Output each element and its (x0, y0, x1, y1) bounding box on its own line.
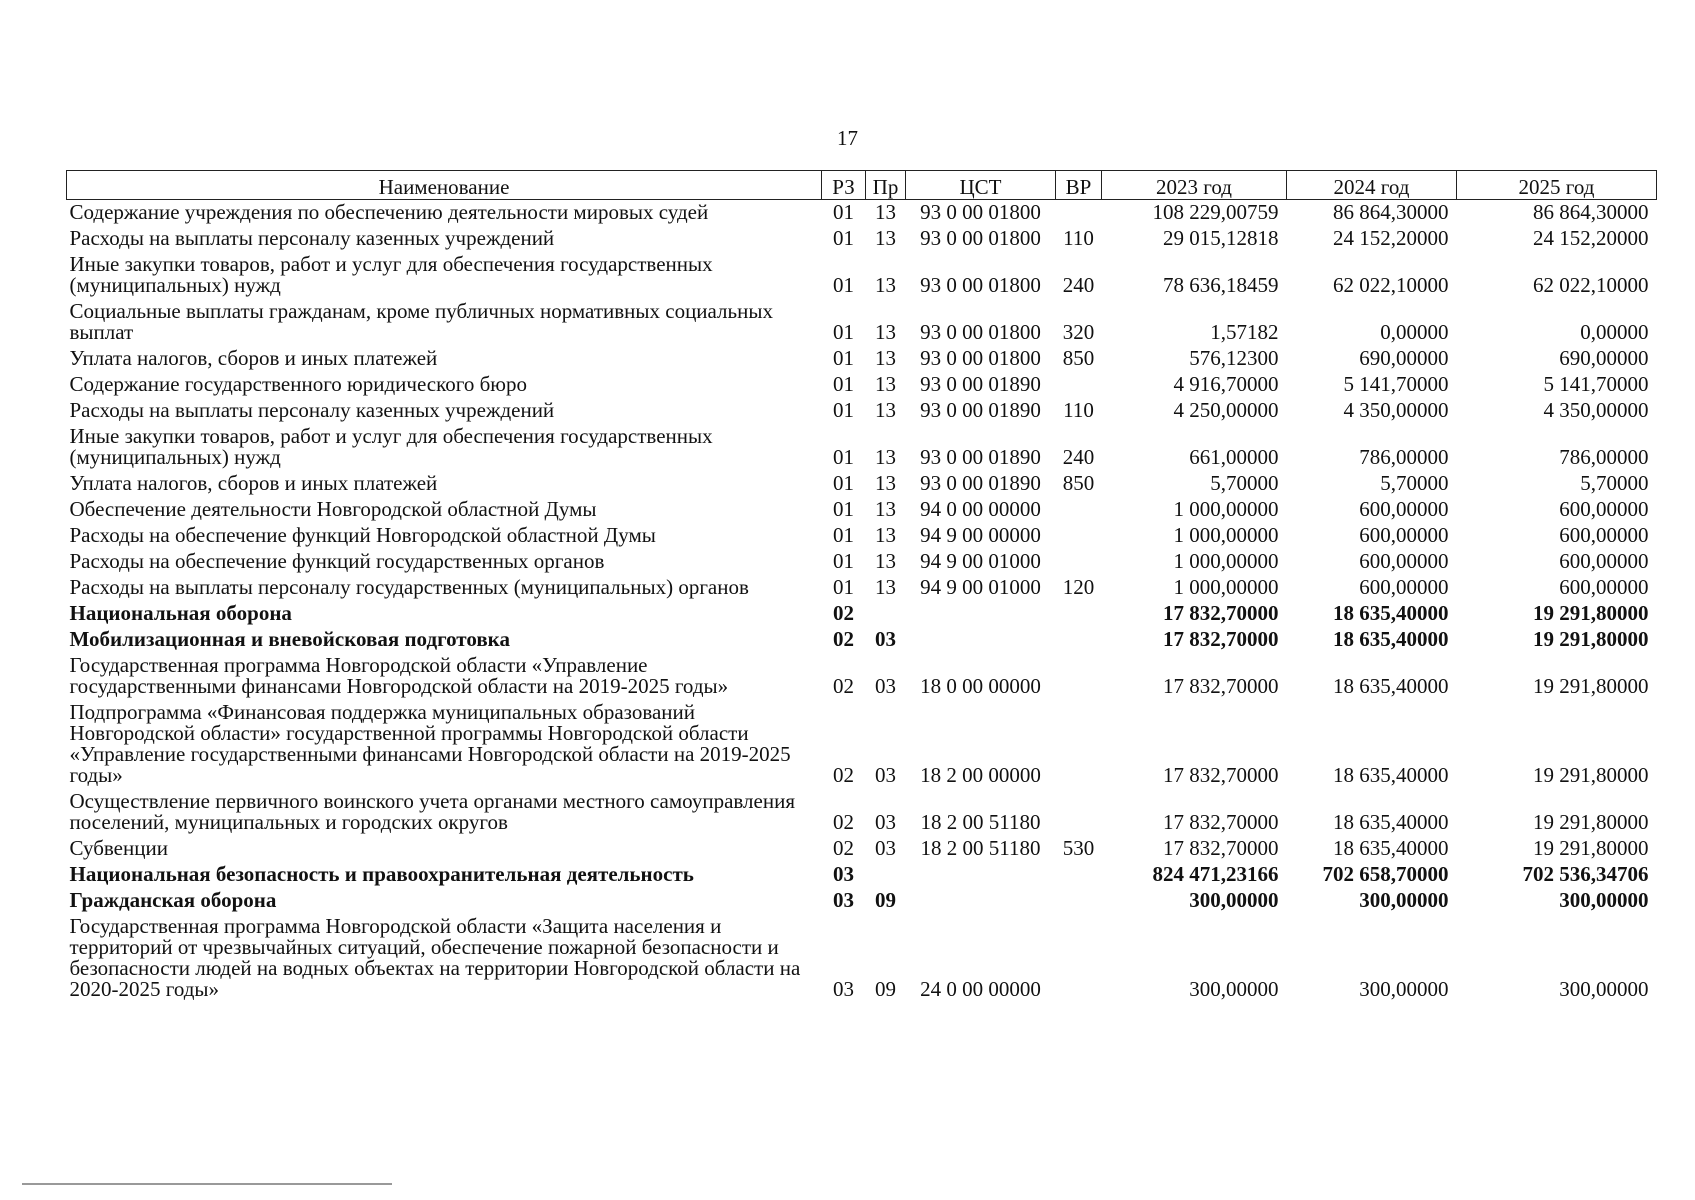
table-row (67, 836, 1657, 862)
table-row (67, 653, 1657, 700)
row-cst: 24 0 00 00000 (920, 977, 1041, 1001)
row-rz: 03 (833, 977, 854, 1001)
row-pr: 13 (875, 575, 896, 599)
table-row (67, 252, 1657, 299)
row-name: Субвенции (69, 836, 168, 860)
row-pr: 13 (875, 320, 896, 344)
row-vr (1056, 497, 1102, 523)
row-value-2025: 600,00000 (1559, 549, 1649, 573)
table-row (67, 523, 1657, 549)
row-value-2024: 18 635,40000 (1333, 763, 1449, 787)
row-name: Государственная программа Новгородской области «Защита населения и территорий от чрезвычайных ситуаций, обеспечение пожарной безопасности и безопасности людей на водных объектах на территории Новгородской области на 2020-2025 годы» (69, 914, 801, 1001)
row-name: Расходы на обеспечение функций государственных органов (69, 549, 605, 573)
row-value-2024: 18 635,40000 (1333, 601, 1449, 625)
row-value-2023: 17 832,70000 (1163, 627, 1279, 651)
table-row (67, 888, 1657, 914)
row-cst (906, 888, 1056, 914)
row-rz: 01 (833, 273, 854, 297)
row-value-2024: 18 635,40000 (1333, 836, 1449, 860)
row-value-2025: 600,00000 (1559, 575, 1649, 599)
row-value-2024: 300,00000 (1359, 977, 1449, 1001)
row-value-2025: 300,00000 (1559, 977, 1649, 1001)
row-value-2024: 600,00000 (1359, 575, 1449, 599)
row-value-2025: 62 022,10000 (1533, 273, 1649, 297)
header-pr: Пр (866, 171, 906, 200)
table-row (67, 575, 1657, 601)
row-cst: 18 2 00 51180 (920, 810, 1041, 834)
row-cst: 94 9 00 00000 (920, 523, 1041, 547)
row-name: Обеспечение деятельности Новгородской областной Думы (69, 497, 597, 521)
row-value-2025: 600,00000 (1559, 523, 1649, 547)
scan-artifact-line (22, 1183, 392, 1185)
row-cst: 18 2 00 51180 (920, 836, 1041, 860)
row-rz: 01 (833, 320, 854, 344)
row-rz: 03 (833, 888, 854, 912)
table-row (67, 200, 1657, 227)
table-row (67, 497, 1657, 523)
row-name: Расходы на выплаты персоналу казенных учреждений (69, 398, 555, 422)
row-value-2025: 600,00000 (1559, 497, 1649, 521)
row-value-2025: 690,00000 (1559, 346, 1649, 370)
row-value-2024: 62 022,10000 (1333, 273, 1449, 297)
table-row (67, 862, 1657, 888)
row-rz: 02 (833, 810, 854, 834)
row-pr: 13 (875, 372, 896, 396)
row-name: Осуществление первичного воинского учета органами местного самоуправления поселений, муниципальных и городских округов (69, 789, 795, 834)
row-vr (1056, 700, 1102, 789)
row-rz: 01 (833, 497, 854, 521)
row-value-2025: 86 864,30000 (1533, 200, 1649, 224)
table-row (67, 471, 1657, 497)
row-pr: 13 (875, 273, 896, 297)
row-pr: 13 (875, 471, 896, 495)
row-value-2024: 600,00000 (1359, 497, 1449, 521)
row-rz: 01 (833, 523, 854, 547)
row-rz: 01 (833, 200, 854, 224)
row-rz: 01 (833, 226, 854, 250)
row-value-2025: 5,70000 (1580, 471, 1649, 495)
row-pr: 03 (875, 810, 896, 834)
row-value-2023: 300,00000 (1189, 888, 1279, 912)
row-name: Уплата налогов, сборов и иных платежей (69, 471, 438, 495)
row-value-2023: 576,12300 (1189, 346, 1279, 370)
row-value-2023: 1 000,00000 (1173, 549, 1279, 573)
row-name: Расходы на выплаты персоналу казенных учреждений (69, 226, 555, 250)
row-vr (1056, 888, 1102, 914)
row-value-2023: 4 916,70000 (1173, 372, 1279, 396)
row-cst: 93 0 00 01800 (920, 273, 1041, 297)
table-row (67, 299, 1657, 346)
row-value-2024: 600,00000 (1359, 523, 1449, 547)
row-cst: 93 0 00 01800 (920, 320, 1041, 344)
budget-table (66, 170, 1657, 1003)
row-value-2024: 300,00000 (1359, 888, 1449, 912)
row-rz: 01 (833, 398, 854, 422)
row-vr (1056, 523, 1102, 549)
row-vr (1056, 914, 1102, 1003)
row-cst: 93 0 00 01890 (920, 445, 1041, 469)
row-name: Национальная безопасность и правоохранительная деятельность (69, 862, 694, 886)
row-vr (1056, 627, 1102, 653)
row-value-2023: 1 000,00000 (1173, 575, 1279, 599)
row-name: Подпрограмма «Финансовая поддержка муниципальных образований Новгородской области» государственной программы Новгородской области «Управление государственными финансами Новгородской области на 2019-2025 годы» (69, 700, 791, 787)
row-value-2023: 17 832,70000 (1163, 601, 1279, 625)
row-cst: 93 0 00 01800 (920, 200, 1041, 224)
row-value-2023: 17 832,70000 (1163, 674, 1279, 698)
row-value-2023: 1 000,00000 (1173, 497, 1279, 521)
row-name: Мобилизационная и вневойсковая подготовка (69, 627, 510, 651)
row-value-2025: 19 291,80000 (1533, 810, 1649, 834)
table-header-row (67, 171, 1657, 200)
row-name: Гражданская оборона (69, 888, 277, 912)
row-value-2025: 24 152,20000 (1533, 226, 1649, 250)
row-value-2023: 1,57182 (1210, 320, 1279, 344)
row-value-2025: 19 291,80000 (1533, 627, 1649, 651)
row-vr (1056, 862, 1102, 888)
row-rz: 01 (833, 445, 854, 469)
row-cst: 18 2 00 00000 (920, 763, 1041, 787)
row-pr: 03 (875, 836, 896, 860)
row-cst: 93 0 00 01890 (920, 372, 1041, 396)
header-name: Наименование (67, 171, 822, 200)
row-vr: 120 (1062, 575, 1095, 599)
table-row (67, 372, 1657, 398)
row-cst: 93 0 00 01800 (920, 226, 1041, 250)
row-vr: 320 (1062, 320, 1095, 344)
row-cst (906, 627, 1056, 653)
header-vr: ВР (1056, 171, 1102, 200)
row-cst: 93 0 00 01890 (920, 471, 1041, 495)
row-pr: 13 (875, 346, 896, 370)
row-vr: 240 (1062, 445, 1095, 469)
row-cst (906, 601, 1056, 627)
table-row (67, 789, 1657, 836)
row-pr: 13 (875, 445, 896, 469)
row-vr: 110 (1063, 226, 1094, 250)
row-name: Государственная программа Новгородской области «Управление государственными финансами Новгородской области на 2019-2025 годы» (69, 653, 729, 698)
table-body (67, 200, 1657, 1004)
row-value-2025: 5 141,70000 (1543, 372, 1649, 396)
page-number: 17 (837, 126, 858, 150)
row-name: Расходы на обеспечение функций Новгородской областной Думы (69, 523, 656, 547)
row-value-2023: 17 832,70000 (1163, 836, 1279, 860)
row-value-2024: 786,00000 (1359, 445, 1449, 469)
row-value-2024: 5 141,70000 (1343, 372, 1449, 396)
row-name: Содержание государственного юридического бюро (69, 372, 527, 396)
row-rz: 02 (833, 627, 854, 651)
row-pr: 13 (875, 226, 896, 250)
row-value-2023: 5,70000 (1210, 471, 1279, 495)
row-value-2025: 19 291,80000 (1533, 601, 1649, 625)
row-pr: 13 (875, 549, 896, 573)
row-pr (866, 601, 906, 627)
table-row (67, 700, 1657, 789)
row-rz: 01 (833, 471, 854, 495)
row-rz: 01 (833, 346, 854, 370)
row-name: Социальные выплаты гражданам, кроме публичных нормативных социальных выплат (69, 299, 773, 344)
row-rz: 01 (833, 549, 854, 573)
row-vr: 240 (1062, 273, 1095, 297)
table-row (67, 226, 1657, 252)
row-name: Уплата налогов, сборов и иных платежей (69, 346, 438, 370)
row-pr: 03 (875, 763, 896, 787)
row-pr: 09 (875, 888, 896, 912)
row-vr: 850 (1062, 346, 1095, 370)
row-name: Содержание учреждения по обеспечению деятельности мировых судей (69, 200, 709, 224)
row-value-2025: 19 291,80000 (1533, 763, 1649, 787)
row-value-2025: 786,00000 (1559, 445, 1649, 469)
row-rz: 02 (833, 674, 854, 698)
row-value-2023: 1 000,00000 (1173, 523, 1279, 547)
row-value-2024: 690,00000 (1359, 346, 1449, 370)
row-value-2024: 4 350,00000 (1343, 398, 1449, 422)
row-value-2024: 702 658,70000 (1322, 862, 1449, 886)
table-row (67, 601, 1657, 627)
row-pr: 03 (875, 674, 896, 698)
row-name: Иные закупки товаров, работ и услуг для обеспечения государственных (муниципальных) нужд (69, 252, 713, 297)
row-cst (906, 862, 1056, 888)
row-value-2023: 108 229,00759 (1152, 200, 1279, 224)
row-vr (1056, 653, 1102, 700)
row-vr (1056, 372, 1102, 398)
row-rz: 01 (833, 372, 854, 396)
row-pr: 13 (875, 497, 896, 521)
row-name: Иные закупки товаров, работ и услуг для обеспечения государственных (муниципальных) нужд (69, 424, 713, 469)
row-cst: 93 0 00 01800 (920, 346, 1041, 370)
row-value-2025: 4 350,00000 (1543, 398, 1649, 422)
row-value-2024: 86 864,30000 (1333, 200, 1449, 224)
row-cst: 93 0 00 01890 (920, 398, 1041, 422)
row-rz: 02 (833, 836, 854, 860)
row-value-2023: 300,00000 (1189, 977, 1279, 1001)
table-row (67, 627, 1657, 653)
header-2025: 2025 год (1457, 171, 1657, 200)
header-cst: ЦСТ (906, 171, 1056, 200)
row-vr (1056, 601, 1102, 627)
row-rz: 02 (833, 601, 854, 625)
row-value-2025: 300,00000 (1559, 888, 1649, 912)
row-rz: 03 (833, 862, 854, 886)
row-value-2023: 17 832,70000 (1163, 810, 1279, 834)
row-cst: 94 9 00 01000 (920, 549, 1041, 573)
row-value-2023: 661,00000 (1189, 445, 1279, 469)
row-pr: 03 (875, 627, 896, 651)
row-pr: 09 (875, 977, 896, 1001)
row-value-2023: 824 471,23166 (1152, 862, 1279, 886)
row-value-2024: 0,00000 (1380, 320, 1449, 344)
row-vr (1056, 789, 1102, 836)
row-value-2023: 78 636,18459 (1163, 273, 1279, 297)
row-value-2025: 702 536,34706 (1522, 862, 1649, 886)
row-cst: 94 9 00 01000 (920, 575, 1041, 599)
row-value-2025: 19 291,80000 (1533, 674, 1649, 698)
row-pr: 13 (875, 398, 896, 422)
row-value-2024: 18 635,40000 (1333, 810, 1449, 834)
row-vr (1056, 549, 1102, 575)
table-row (67, 424, 1657, 471)
row-value-2025: 0,00000 (1580, 320, 1649, 344)
row-value-2024: 18 635,40000 (1333, 627, 1449, 651)
row-value-2024: 24 152,20000 (1333, 226, 1449, 250)
row-name: Национальная оборона (69, 601, 292, 625)
row-pr: 13 (875, 523, 896, 547)
row-vr: 530 (1062, 836, 1095, 860)
row-value-2025: 19 291,80000 (1533, 836, 1649, 860)
row-vr (1056, 200, 1102, 227)
row-vr: 850 (1062, 471, 1095, 495)
row-vr: 110 (1063, 398, 1094, 422)
table-row (67, 398, 1657, 424)
row-pr: 13 (875, 200, 896, 224)
row-cst: 94 0 00 00000 (920, 497, 1041, 521)
row-value-2024: 5,70000 (1380, 471, 1449, 495)
row-pr (866, 862, 906, 888)
row-value-2023: 4 250,00000 (1173, 398, 1279, 422)
header-2023: 2023 год (1102, 171, 1287, 200)
header-2024: 2024 год (1287, 171, 1457, 200)
table-row (67, 346, 1657, 372)
row-value-2024: 18 635,40000 (1333, 674, 1449, 698)
row-rz: 01 (833, 575, 854, 599)
row-name: Расходы на выплаты персоналу государственных (муниципальных) органов (69, 575, 749, 599)
row-value-2023: 17 832,70000 (1163, 763, 1279, 787)
row-cst: 18 0 00 00000 (920, 674, 1041, 698)
row-value-2024: 600,00000 (1359, 549, 1449, 573)
header-rz: РЗ (822, 171, 866, 200)
row-value-2023: 29 015,12818 (1163, 226, 1279, 250)
table-row (67, 549, 1657, 575)
row-rz: 02 (833, 763, 854, 787)
table-row (67, 914, 1657, 1003)
